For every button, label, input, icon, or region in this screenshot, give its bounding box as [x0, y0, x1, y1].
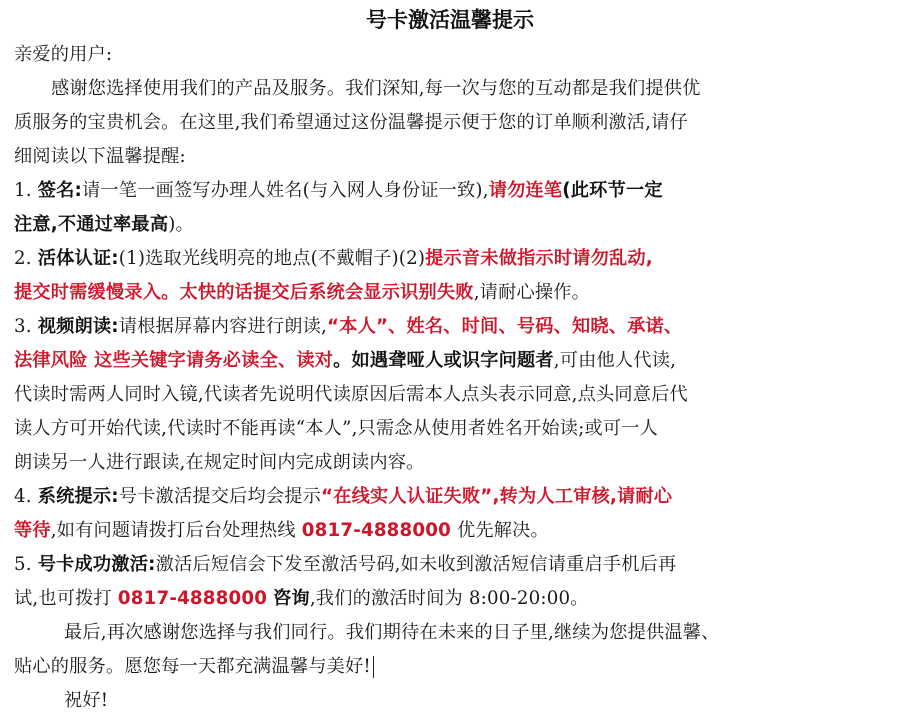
item-2-number: 2.	[14, 248, 32, 269]
item-4-warning: “在线实人认证失败”,转为人工审核,请耐心	[321, 486, 673, 507]
item-3-line-3: 代读时需两人同时入镜,代读者先说明代读原因后需本人点头表示同意,点头同意后代	[14, 384, 688, 405]
item-5-bold-note: 咨询	[273, 588, 310, 609]
item-2-label: 活体认证:	[37, 248, 119, 269]
page-title: 号卡激活温馨提示	[366, 8, 534, 32]
item-4-number: 4.	[14, 486, 32, 507]
closing-line-2-text: 贴心的服务。愿您每一天都充满温馨与美好!	[14, 656, 371, 677]
item-1-label: 签名:	[37, 180, 82, 201]
item-5-tail: ,我们的激活时间为 8:00-20:00。	[309, 588, 589, 609]
item-2-line-1	[14, 242, 886, 276]
item-1-text: 请一笔一画签写办理人姓名(与入网人身份证一致),	[82, 180, 489, 201]
item-3-tail: ,可由他人代读,	[553, 350, 677, 371]
item-3-line-4: 读人方可开始代读,代读时不能再读“本人”,只需念从使用者姓名开始读;或可一人	[14, 418, 659, 439]
item-3-line-2	[14, 344, 886, 378]
item-1-line-1	[14, 174, 886, 208]
item-4-text: 号卡激活提交后均会提示	[118, 486, 322, 507]
item-1-warning: 请勿连笔	[488, 180, 563, 201]
item-5-line-2	[14, 582, 886, 616]
greeting: 亲爱的用户:	[14, 44, 113, 65]
item-4-warning-cont: 等待	[14, 520, 51, 541]
item-2-text: (1)选取光线明亮的地点(不戴帽子)(2)	[118, 248, 426, 269]
item-4-tail: 优先解决。	[456, 520, 549, 541]
item-5-hotline: 0817-4888000	[117, 588, 268, 609]
item-5-text: 激活后短信会下发至激活号码,如未收到激活短信请重启手机后再	[155, 554, 677, 575]
item-3-bold-note: 。如遇聋哑人或识字问题者	[333, 350, 554, 371]
item-1-bold-note-cont: 注意,不通过率最高	[14, 214, 169, 235]
item-1-number: 1.	[14, 180, 32, 201]
item-2-warning-cont: 提交时需缓慢录入。太快的话提交后系统会显示识别失败	[14, 282, 474, 303]
item-2-line-2	[14, 276, 886, 310]
item-4-line-1	[14, 480, 886, 514]
item-5-number: 5.	[14, 554, 32, 575]
intro-line-1: 感谢您选择使用我们的产品及服务。我们深知,每一次与您的互动都是我们提供优	[51, 78, 701, 99]
text-cursor	[373, 656, 374, 678]
item-4-text-2: ,如有问题请拨打后台处理热线	[50, 520, 296, 541]
item-3-text: 请根据屏幕内容进行朗读,	[118, 316, 328, 337]
intro-line-2: 质服务的宝贵机会。在这里,我们希望通过这份温馨提示便于您的订单顺利激活,请仔	[14, 112, 688, 133]
item-3-keywords-cont: 法律风险 这些关键字请务必读全、读对	[14, 350, 334, 371]
item-5-label: 号卡成功激活:	[37, 554, 156, 575]
closing-line-1: 最后,再次感谢您选择与我们同行。我们期待在未来的日子里,继续为您提供温馨、	[64, 622, 720, 643]
item-1-tail: )。	[168, 214, 194, 235]
item-2-tail: ,请耐心操作。	[473, 282, 591, 303]
item-4-line-2	[14, 514, 886, 548]
item-2-warning: 提示音未做指示时请勿乱动,	[425, 248, 653, 269]
closing-line-2	[14, 650, 886, 684]
item-3-line-5: 朗读另一人进行跟读,在规定时间内完成朗读内容。	[14, 452, 425, 473]
item-3-line-1	[14, 310, 886, 344]
intro-line-3: 细阅读以下温馨提醒:	[14, 146, 186, 167]
item-1-line-2	[14, 208, 886, 242]
item-4-hotline: 0817-4888000	[301, 520, 451, 541]
item-3-keywords: “本人”、姓名、时间、号码、知晓、承诺、	[327, 316, 683, 337]
item-5-text-2: 试,也可拨打	[14, 588, 112, 609]
item-3-number: 3.	[14, 316, 32, 337]
item-3-label: 视频朗读:	[37, 316, 119, 337]
item-1-bold-note: (此环节一定	[562, 180, 663, 201]
item-4-label: 系统提示:	[37, 486, 119, 507]
signoff: 祝好!	[64, 690, 109, 711]
item-5-line-1	[14, 548, 886, 582]
